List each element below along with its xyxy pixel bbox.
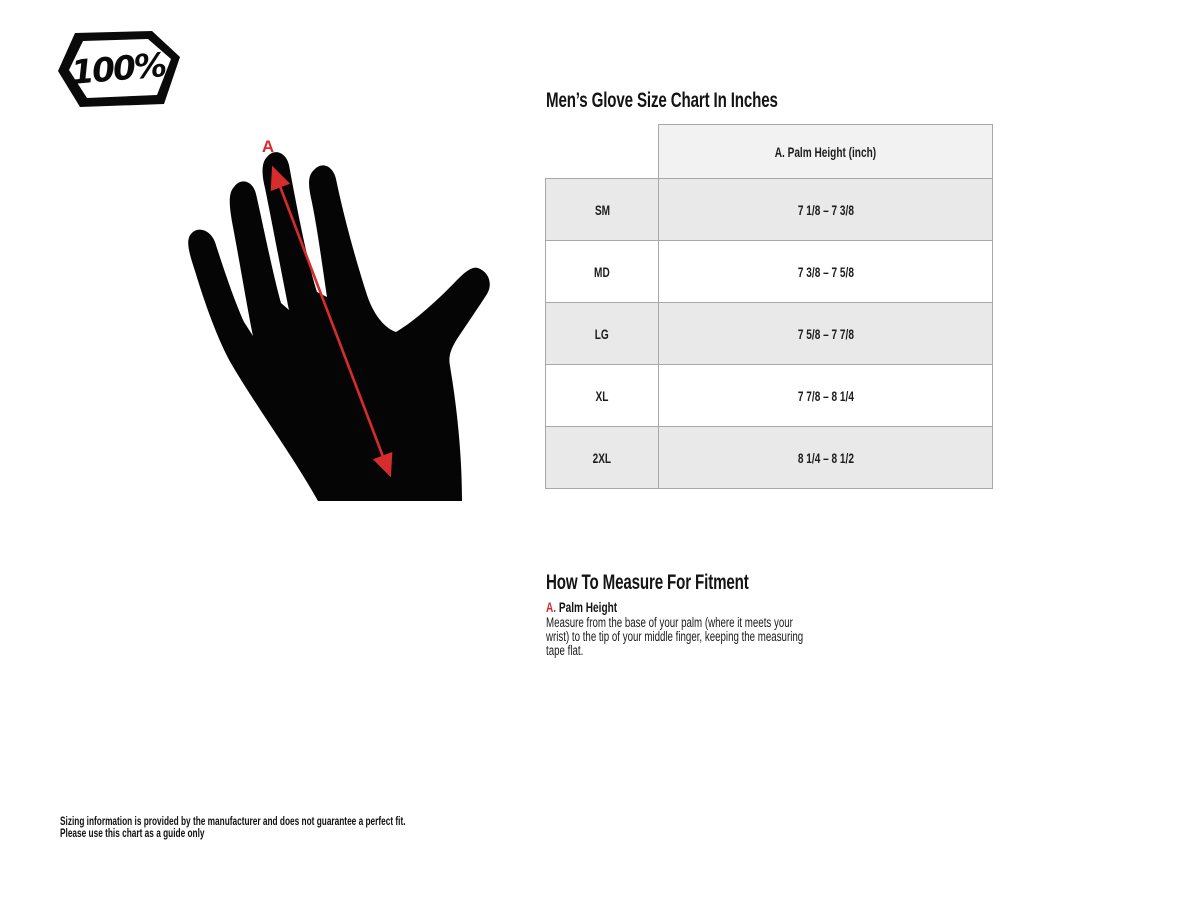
brand-logo <box>57 30 183 108</box>
measurement-label <box>546 600 886 615</box>
range-cell: 7 7/8 – 8 1/4 <box>659 365 993 427</box>
how-to-measure-title: How To Measure For Fitment <box>546 571 749 594</box>
size-cell: SM <box>546 179 659 241</box>
size-cell: XL <box>546 365 659 427</box>
table-blank-cell <box>546 125 659 179</box>
disclaimer-text: Sizing information is provided by the manufacturer and does not guarantee a perfect fit. Please use this chart as a guide only <box>60 816 406 841</box>
table-column-header: A. Palm Height (inch) <box>659 125 993 179</box>
hand-diagram <box>160 125 520 515</box>
measurement-name: Palm Height <box>558 599 618 615</box>
measurement-letter: A. <box>546 599 557 615</box>
range-cell: 7 3/8 – 7 5/8 <box>659 241 993 303</box>
range-cell: 7 1/8 – 7 3/8 <box>659 179 993 241</box>
logo-text: 100% <box>69 44 167 93</box>
measure-point-label: A <box>261 137 275 156</box>
how-to-measure-section <box>546 571 886 658</box>
table-header-row <box>546 125 993 179</box>
table-row <box>546 365 993 427</box>
table-row <box>546 427 993 489</box>
range-cell: 8 1/4 – 8 1/2 <box>659 427 993 489</box>
table-row <box>546 179 993 241</box>
size-chart-title: Men’s Glove Size Chart In Inches <box>546 89 778 112</box>
size-cell: MD <box>546 241 659 303</box>
table-row <box>546 241 993 303</box>
glove-hand-silhouette <box>188 152 490 501</box>
size-chart-table <box>545 124 993 489</box>
table-row <box>546 303 993 365</box>
size-cell: 2XL <box>546 427 659 489</box>
measurement-description: Measure from the base of your palm (where it meets your wrist) to the tip of your middle finger, keeping the measuring tape flat. <box>546 615 804 658</box>
range-cell: 7 5/8 – 7 7/8 <box>659 303 993 365</box>
size-cell: LG <box>546 303 659 365</box>
